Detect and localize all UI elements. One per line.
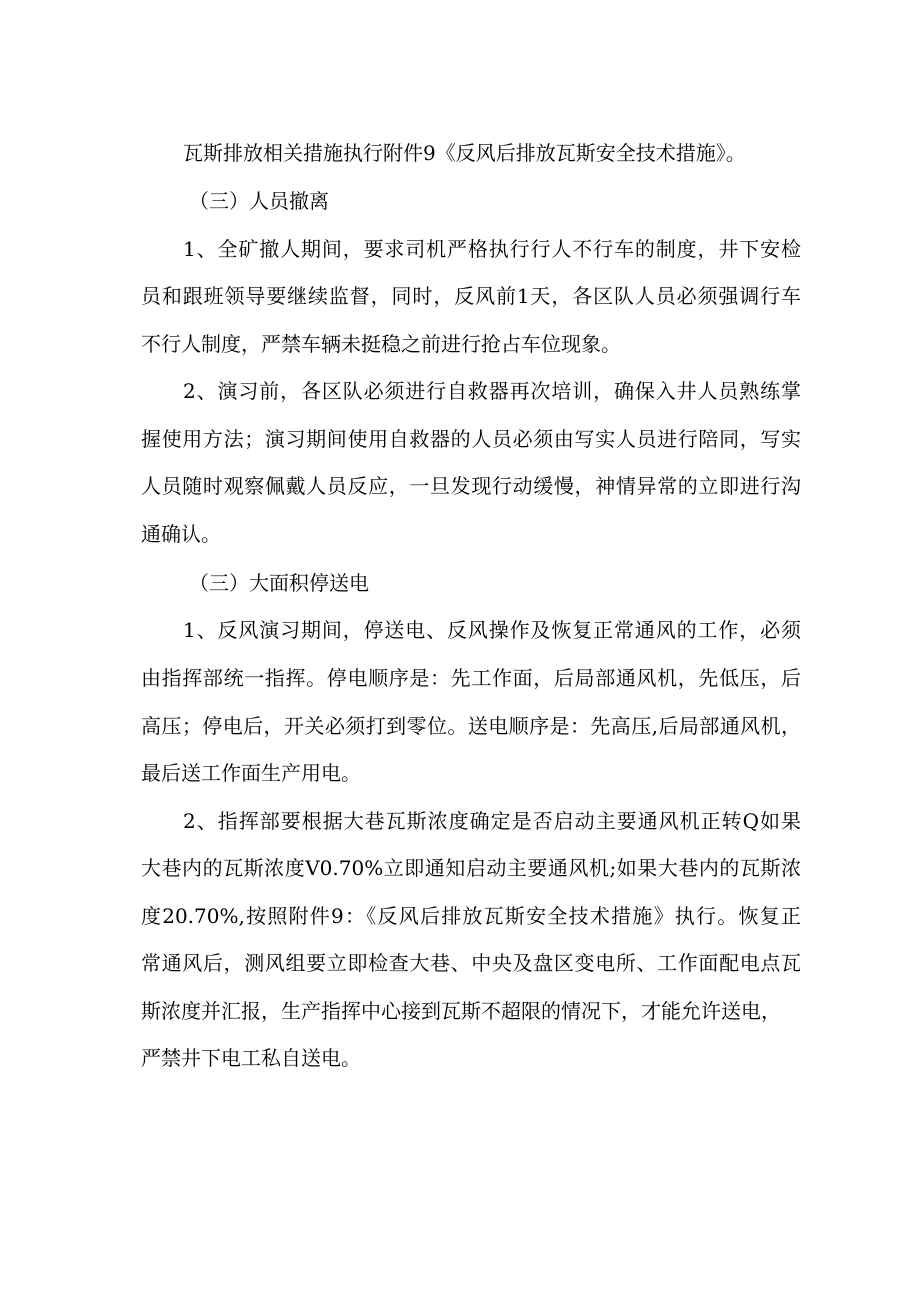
paragraph-line: 通确认。 <box>141 522 221 546</box>
paragraph-continuation: 瓦斯排放相关措施执行附件9《反风后排放瓦斯安全技术措施》。 <box>183 141 746 165</box>
paragraph-line: 斯浓度并汇报，生产指挥中心接到瓦斯不超限的情况下，才能允许送电， <box>141 999 781 1023</box>
paragraph-line: 常通风后，测风组要立即检查大巷、中央及盘区变电所、工作面配电点瓦 <box>141 951 801 975</box>
section-heading-evacuation: （三）人员撤离 <box>189 189 329 213</box>
paragraph-line: 1、反风演习期间，停送电、反风操作及恢复正常通风的工作，必须 <box>183 618 801 642</box>
paragraph-line: 员和跟班领导要继续监督，同时，反风前1天，各区队人员必须强调行车 <box>141 284 801 308</box>
paragraph-line: 最后送工作面生产用电。 <box>141 761 361 785</box>
section-heading-power: （三）大面积停送电 <box>189 571 369 595</box>
paragraph-line: 2、演习前，各区队必须进行自救器再次培训，确保入井人员熟练掌 <box>183 379 801 403</box>
paragraph-line: 大巷内的瓦斯浓度V0.70%立即通知启动主要通风机;如果大巷内的瓦斯浓 <box>141 856 801 880</box>
paragraph-line: 度20.70%,按照附件9：《反风后排放瓦斯安全技术措施》执行。恢复正 <box>141 904 801 928</box>
paragraph-line: 人员随时观察佩戴人员反应，一旦发现行动缓慢，神情异常的立即进行沟 <box>141 474 801 498</box>
paragraph-line: 不行人制度，严禁车辆未挺稳之前进行抢占车位现象。 <box>141 332 621 356</box>
paragraph-line: 握使用方法；演习期间使用自救器的人员必须由写实人员进行陪同，写实 <box>141 427 801 451</box>
paragraph-line: 1、全矿撤人期间，要求司机严格执行行人不行车的制度，井下安检 <box>183 237 801 261</box>
paragraph-line: 由指挥部统一指挥。停电顺序是：先工作面，后局部通风机，先低压，后 <box>141 666 801 690</box>
paragraph-line: 高压；停电后，开关必须打到零位。送电顺序是：先高压,后局部通风机， <box>141 714 801 738</box>
paragraph-line: 2、指挥部要根据大巷瓦斯浓度确定是否启动主要通风机正转Q如果 <box>183 809 801 833</box>
paragraph-line: 严禁井下电工私自送电。 <box>141 1046 361 1070</box>
